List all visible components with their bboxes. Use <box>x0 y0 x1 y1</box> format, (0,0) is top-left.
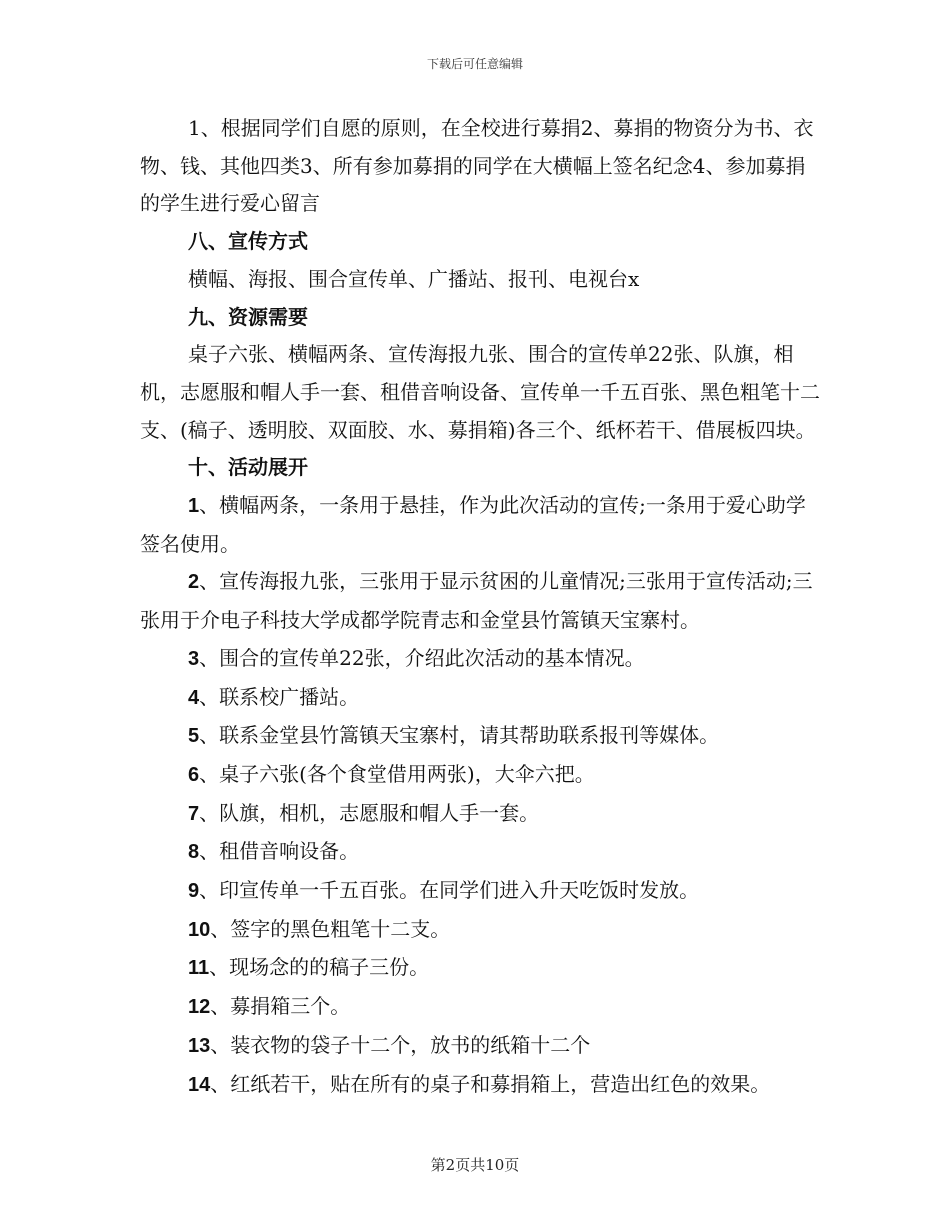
list-item <box>140 988 820 1027</box>
item-number: 9 <box>188 880 200 903</box>
publicity-paragraph: 横幅、海报、围合宣传单、广播站、报刊、电视台x <box>188 266 640 291</box>
item-number: 6 <box>188 763 200 786</box>
item-number: 12 <box>188 996 211 1019</box>
item-text: 、横幅两条，一条用于悬挂，作为此次活动的宣传;一条用于爱心助学签名使用。 <box>140 493 806 556</box>
item-text: 、募捐箱三个。 <box>210 994 351 1019</box>
list-item <box>140 679 820 718</box>
item-text: 、联系金堂县竹篙镇天宝寨村，请其帮助联系报刊等媒体。 <box>199 723 720 748</box>
list-item <box>140 756 820 795</box>
item-number: 13 <box>188 1034 211 1057</box>
list-item <box>140 487 820 563</box>
item-number: 4 <box>188 686 200 709</box>
list-item <box>140 640 820 679</box>
section-heading-activity: 十、活动展开 <box>188 455 308 480</box>
list-item <box>140 872 820 911</box>
resources-paragraph: 桌子六张、横幅两条、宣传海报九张、围合的宣传单22张、队旗，相机，志愿服和帽人手一套、租借音响设备、宣传单一千五百张、黑色粗笔十二支、(稿子、透明胶、双面胶、水、募捐箱)各三个、纸杯若干、借展板四块。 <box>140 342 820 442</box>
item-number: 10 <box>188 918 211 941</box>
section-heading-resources: 九、资源需要 <box>188 304 308 329</box>
item-number: 7 <box>188 802 200 825</box>
item-number: 5 <box>188 725 200 748</box>
item-text: 、租借音响设备。 <box>199 839 360 864</box>
item-text: 、红纸若干，贴在所有的桌子和募捐箱上，营造出红色的效果。 <box>210 1071 771 1096</box>
item-text: 、签字的黑色粗笔十二支。 <box>210 916 451 941</box>
intro-paragraph: 1、根据同学们自愿的原则，在全校进行募捐2、募捐的物资分为书、衣物、钱、其他四类3、所有参加募捐的同学在大横幅上签名纪念4、参加募捐的学生进行爱心留言 <box>140 116 814 216</box>
item-text: 、联系校广播站。 <box>199 684 360 709</box>
list-item <box>140 717 820 756</box>
item-text: 、围合的宣传单22张，介绍此次活动的基本情况。 <box>199 645 645 670</box>
item-number: 14 <box>188 1073 211 1096</box>
item-text: 、宣传海报九张，三张用于显示贫困的儿童情况;三张用于宣传活动;三张用于介电子科技大学成都学院青志和金堂县竹篙镇天宝寨村。 <box>140 569 813 633</box>
list-item <box>140 563 820 639</box>
list-item <box>140 949 820 988</box>
list-item <box>140 1027 820 1066</box>
item-number: 3 <box>188 647 200 670</box>
item-number: 2 <box>188 571 200 594</box>
item-number: 11 <box>188 957 210 980</box>
list-item <box>140 911 820 950</box>
document-body <box>140 110 820 1104</box>
list-item <box>140 1066 820 1105</box>
page-footer: 第2页共10页 <box>430 1156 520 1174</box>
page-header: 下载后可任意编辑 <box>426 57 523 71</box>
item-number: 8 <box>188 841 200 864</box>
list-item <box>140 795 820 834</box>
item-text: 、印宣传单一千五百张。在同学们进入升天吃饭时发放。 <box>199 878 700 903</box>
item-text: 、现场念的的稿子三份。 <box>209 955 430 980</box>
item-number: 1 <box>188 495 200 518</box>
list-item <box>140 833 820 872</box>
section-heading-publicity: 八、宣传方式 <box>188 229 308 254</box>
item-text: 、桌子六张(各个食堂借用两张)，大伞六把。 <box>199 761 595 786</box>
item-text: 、装衣物的袋子十二个，放书的纸箱十二个 <box>210 1032 591 1057</box>
item-text: 、队旗，相机，志愿服和帽人手一套。 <box>199 800 540 825</box>
